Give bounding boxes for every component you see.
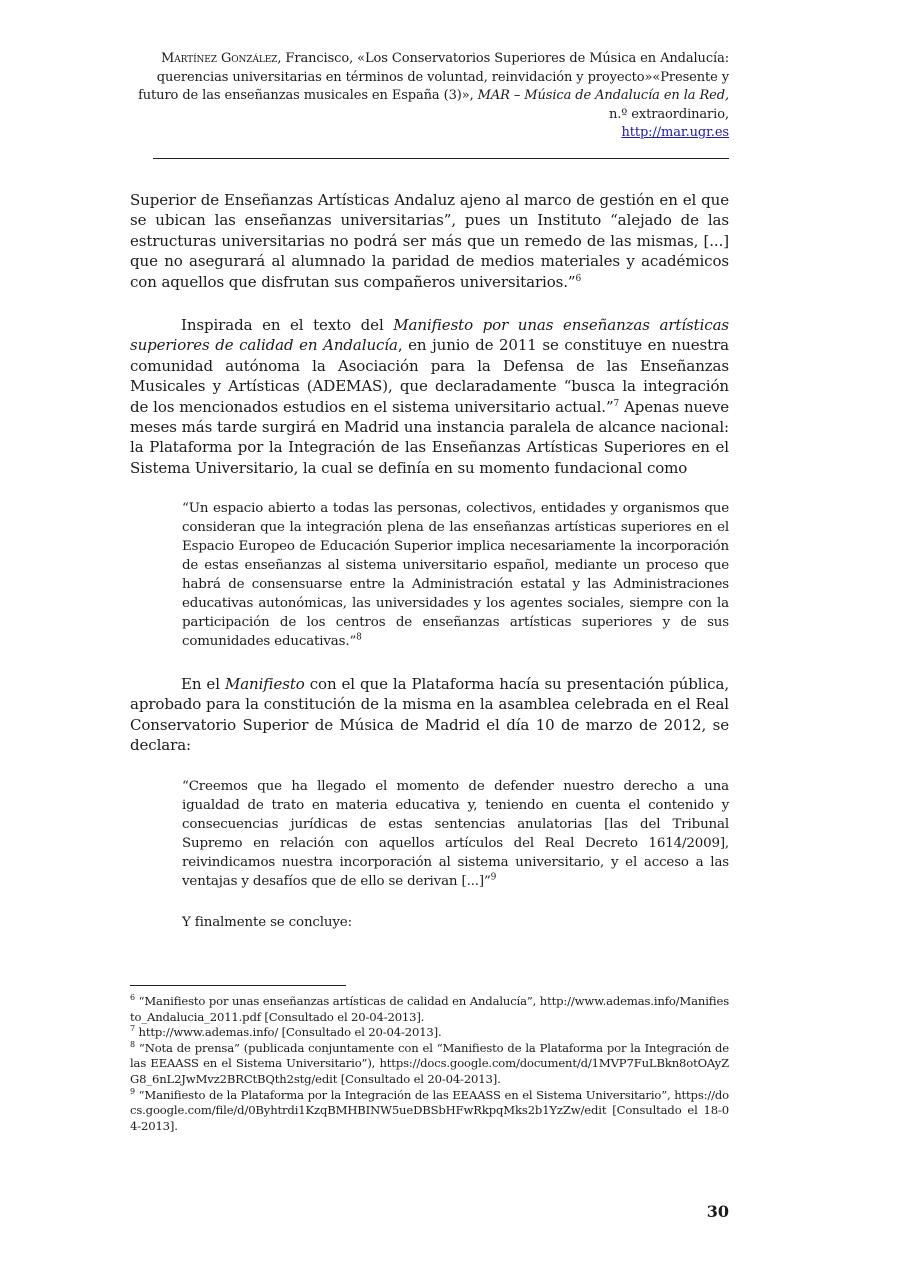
block-quote-1: [182, 499, 729, 651]
paragraph-3-tail: con el que la Plataforma hacía su presentación pública, aprobado para la constitución de la misma en la asamblea celebrada en el Real Conservatorio Superior de Música de Madrid el día 10 de marzo de 2012, se declara:: [130, 675, 729, 755]
paragraph-2-middle: , en junio de 2011 se constituye en nuestra comunidad autónoma la Asociación para la Defensa de las Enseñanzas Musicales y Artísticas (ADEMAS), que declaradamente “busca la integración de los mencionados estudios en el sistema universitario actual.”: [130, 336, 729, 416]
footnote-ref-7[interactable]: 7: [613, 398, 620, 409]
footnotes: [130, 994, 729, 1134]
header-citation-part1: , Francisco, «Los Conservatorios Superiores de Música en Andalucía: querencias universitarias en términos de voluntad, reinvidación y proyecto»«Presente y futuro de las enseñanzas musicales en España (3)»,: [138, 51, 729, 103]
paragraph-4-text: Y finalmente se concluye:: [182, 915, 352, 930]
footnote-8-text: “Nota de prensa” (publicada conjuntamente con el “Manifiesto de la Plataforma por la Integración de las EEAASS en el Sistema Universitario”), https://docs.google.com/document/d/1MVP7FuLBkn8otOAyZG8_6nL2JwMvz2BRCtBQth2stg/edit [Consultado el 20-04-2013].: [130, 1040, 729, 1086]
paragraph-1: [130, 190, 729, 292]
footnote-7-text: http://www.ademas.info/ [Consultado el 20-04-2013].: [138, 1025, 442, 1040]
header-url-link[interactable]: http://mar.ugr.es: [621, 125, 729, 140]
footnote-divider: [130, 985, 346, 986]
footnote-8-number: 8: [130, 1039, 135, 1049]
block-quote-1-text: “Un espacio abierto a todas las personas, colectivos, entidades y organismos que consideran que la integración plena de las enseñanzas artísticas superiores en el Espacio Europeo de Educación Superior implica necesariamente la incorporación de estas enseñanzas al sistema universitario español, mediante un proceso que habrá de consensuarse entre la Administración estatal y las Administraciones educativas autonómicas, las universidades y los agentes sociales, siempre con la participación de los centros de enseñanzas artísticas superiores y de sus comunidades educativas.”: [182, 501, 729, 649]
block-quote-2-text: “Creemos que ha llegado el momento de defender nuestro derecho a una igualdad de trato en materia educativa y, teniendo en cuenta el contenido y consecuencias jurídicas de estas sentencias anulatorias [las del Tribunal Supremo en relación con aquellos artículos del Real Decreto 1614/2009], reivindicamos nuestra incorporación al sistema universitario, y el acceso a las ventajas y desafíos que de ello se derivan [...]”: [182, 779, 729, 889]
footnote-9-text: “Manifiesto de la Plataforma por la Integración de las EEAASS en el Sistema Universitario”, https://docs.google.com/file/d/0Byhtrdi1KzqBMHBINW5ueDBSbHFwRkpqMks2b1YzZw/edit [Consultado el 18-04-2013].: [130, 1087, 729, 1133]
paragraph-3: [130, 674, 729, 756]
footnote-7: [130, 1025, 729, 1041]
paragraph-1-text: Superior de Enseñanzas Artísticas Andaluz ajeno al marco de gestión en el que se ubican las enseñanzas universitarias”, pues un Instituto “alejado de las estructuras universitarias no podrá ser más que un remedo de las mismas, [...] que no asegurará al alumnado la paridad de medios materiales y académicos con aquellos que disfrutan sus compañeros universitarios.”: [130, 191, 729, 291]
footnote-ref-8[interactable]: 8: [356, 632, 362, 643]
header-divider: [153, 158, 729, 159]
paragraph-2-title: Manifiesto por unas enseñanzas artísticas superiores de calidad en Andalucía: [130, 316, 730, 355]
header-journal: MAR – Música de Andalucía en la Red,: [477, 88, 729, 103]
running-header: [130, 50, 729, 143]
footnote-ref-6[interactable]: 6: [575, 273, 582, 284]
footnote-6-text: “Manifiesto por unas enseñanzas artísticas de calidad en Andalucía”, http://www.ademas.info/Manifiesto_Andalucia_2011.pdf [Consultado el 20-04-2013].: [130, 994, 729, 1024]
page-number: 30: [706, 1202, 729, 1221]
paragraph-3-title: Manifiesto: [224, 675, 305, 693]
footnote-9-number: 9: [130, 1086, 135, 1096]
paragraph-2-tail: Apenas nueve meses más tarde surgirá en Madrid una instancia paralela de alcance nacional: la Plataforma por la Integración de las Enseñanzas Artísticas Superiores en el Sistema Universitario, la cual se definía en su momento fundacional como: [130, 397, 729, 477]
header-citation-part2: n.º extraordinario,: [608, 106, 729, 122]
footnote-7-number: 7: [130, 1024, 135, 1034]
footnote-ref-9[interactable]: 9: [490, 872, 497, 883]
paragraph-3-lead: En el: [181, 675, 225, 693]
paragraph-2: [130, 315, 729, 478]
paragraph-2-lead: Inspirada en el texto del: [181, 316, 394, 334]
footnote-6: [130, 994, 729, 1025]
paragraph-4: [182, 913, 729, 932]
footnote-6-number: 6: [130, 993, 135, 1003]
header-author: Martínez González: [161, 51, 278, 66]
footnote-8: [130, 1041, 729, 1088]
footnote-9: [130, 1088, 729, 1135]
block-quote-2: [182, 777, 729, 891]
